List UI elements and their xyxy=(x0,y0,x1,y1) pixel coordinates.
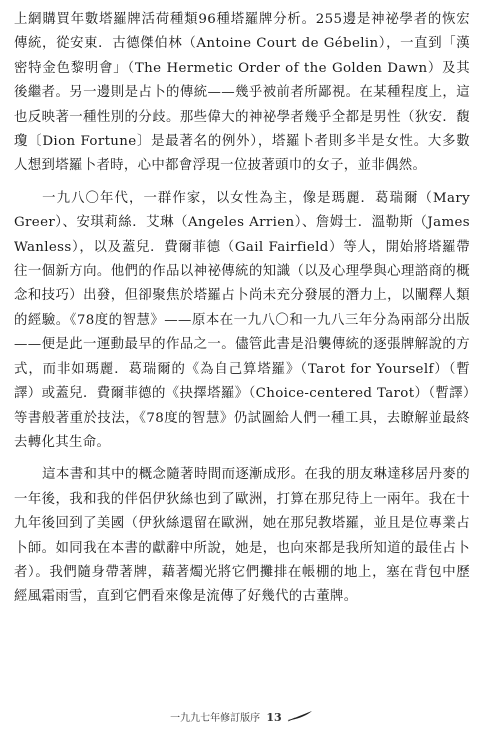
paragraph-2: 一九八〇年代，一群作家，以女性為主，像是瑪麗．葛瑞爾（Mary Greer）、安琪莉絲．艾琳（Angeles Arrien）、詹姆士．溫勒斯（James Wanless），以及蓋兒．費爾菲德（Gail Fairfield）等人，開始將塔羅帶往一個新方向。他們的作品以神祕傳統的知識（以及心理學與心理諮商的概念和技巧）出發，但卻聚焦於塔羅占卜尚未充分發展的潛力上，以闡釋人類的經驗。《78度的智慧》——原本在一九八〇和一九八三年分為兩部分出版——便是此一運動最早的作品之一。儘管此書是沿襲傳統的逐張牌解說的方式，而非如瑪麗．葛瑞爾的《為自己算塔羅》（Tarot for Yourself）（暫譯）或蓋兒．費爾菲德的《抉擇塔羅》（Choice-centered Tarot）（暫譯）等書般著重於技法，《78度的智慧》仍試圖給人們一種工具，去瞭解並最終去轉化其生命。 xyxy=(14,190,470,450)
page-footer xyxy=(0,710,483,727)
running-title: 一九九七年修訂版序 xyxy=(170,713,261,724)
body-text xyxy=(14,8,470,610)
feather-icon xyxy=(287,710,313,727)
paragraph-3: 這本書和其中的概念隨著時間而逐漸成形。在我的朋友琳達移居丹麥的一年後，我和我的伴侶伊狄絲也到了歐洲，打算在那兒待上一兩年。我在十九年後回到了美國（伊狄絲還留在歐洲，她在那兒教塔羅，並且是位專業占卜師。如同我在本書的獻辭中所說，她是，也向來都是我所知道的最佳占卜者）。我們隨身帶著牌，藉著燭光將它們攤排在帳棚的地上，塞在背包中歷經風霜雨雪，直到它們看來像是流傳了好幾代的古董牌。 xyxy=(14,467,470,605)
page-number: 13 xyxy=(266,711,282,724)
paragraph-1: 上網購買年數塔羅牌活荷種類96種塔羅牌分析。255邊是神祕學者的恢宏傳統，從安東．古德傑伯林（Antoine Court de Gébelin），一直到「漢密特金色黎明會」（The Hermetic Order of the Golden Dawn）及其後繼者。另一邊則是占卜的傳統——幾乎被前者所鄙視。在某種程度上，這也反映著一種性別的分歧。那些偉大的神祕學者幾乎全都是男性（狄安．馥瓊〔Dion Fortune〕是最著名的例外），塔羅卜者則多半是女性。大多數人想到塔羅卜者時，心中都會浮現一位披著頭巾的女子，並非偶然。 xyxy=(14,12,470,174)
